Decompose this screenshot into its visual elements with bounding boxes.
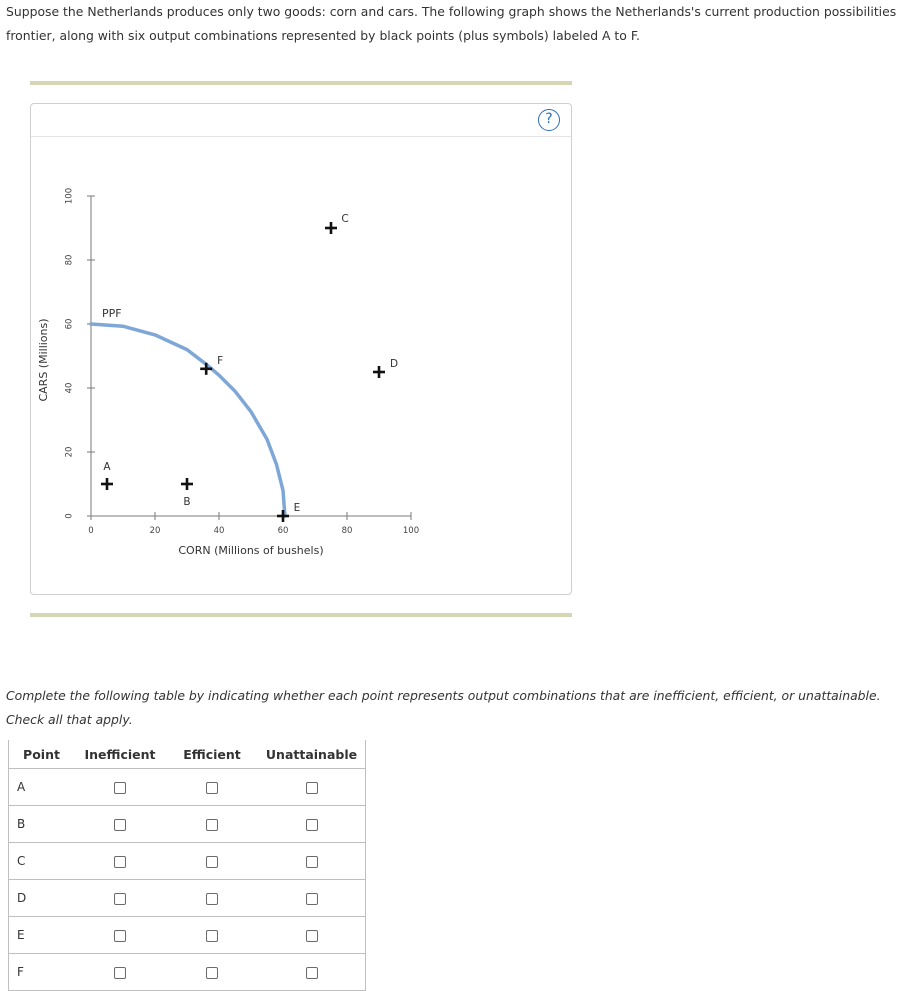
y-tick-label: 40	[64, 382, 75, 394]
point-a-label: A	[103, 461, 111, 473]
inefficient-checkbox[interactable]	[114, 893, 126, 905]
unattainable-checkbox[interactable]	[306, 819, 318, 831]
inefficient-cell	[74, 954, 166, 991]
efficient-cell	[166, 843, 258, 880]
x-tick-label: 100	[402, 526, 420, 536]
unattainable-cell	[258, 806, 366, 843]
ppf-chart	[31, 104, 571, 594]
x-tick-label: 60	[277, 526, 289, 536]
classification-table	[8, 740, 366, 991]
x-tick-label: 0	[88, 526, 94, 536]
y-tick-label: 80	[64, 254, 75, 266]
point-d-label: D	[389, 358, 399, 370]
point-label: D	[9, 880, 75, 917]
inefficient-checkbox[interactable]	[114, 930, 126, 942]
efficient-checkbox[interactable]	[206, 967, 218, 979]
inefficient-cell	[74, 769, 166, 806]
y-axis-title: CARS (Millions)	[37, 318, 50, 402]
y-tick-label: 0	[64, 513, 75, 519]
unattainable-checkbox[interactable]	[306, 856, 318, 868]
unattainable-cell	[258, 917, 366, 954]
unattainable-cell	[258, 954, 366, 991]
efficient-cell	[166, 806, 258, 843]
inefficient-checkbox[interactable]	[114, 856, 126, 868]
y-tick-label: 100	[64, 187, 75, 205]
efficient-checkbox[interactable]	[206, 819, 218, 831]
efficient-checkbox[interactable]	[206, 782, 218, 794]
efficient-cell	[166, 917, 258, 954]
inefficient-checkbox[interactable]	[114, 819, 126, 831]
efficient-checkbox[interactable]	[206, 893, 218, 905]
inefficient-checkbox[interactable]	[114, 782, 126, 794]
divider-bottom	[30, 613, 572, 617]
x-tick-label: 20	[149, 526, 161, 536]
point-label: F	[9, 954, 75, 991]
inefficient-cell	[74, 917, 166, 954]
help-icon[interactable]: ?	[538, 109, 560, 131]
efficient-checkbox[interactable]	[206, 930, 218, 942]
unattainable-checkbox[interactable]	[306, 967, 318, 979]
point-b-label: B	[183, 496, 191, 508]
point-label: A	[9, 769, 75, 806]
table-instructions: Complete the following table by indicating whether each point represents output combinations that are inefficient, efficient, or unattainable. Check all that apply.	[6, 688, 881, 727]
y-tick-label: 60	[64, 318, 75, 330]
graph-panel	[30, 103, 572, 595]
inefficient-checkbox[interactable]	[114, 967, 126, 979]
efficient-cell	[166, 769, 258, 806]
unattainable-cell	[258, 880, 366, 917]
table-row	[9, 880, 366, 917]
header-efficient: Efficient	[166, 740, 258, 769]
efficient-cell	[166, 954, 258, 991]
table-row	[9, 769, 366, 806]
unattainable-checkbox[interactable]	[306, 930, 318, 942]
header-unattainable: Unattainable	[258, 740, 366, 769]
table-row	[9, 806, 366, 843]
efficient-cell	[166, 880, 258, 917]
table-row	[9, 917, 366, 954]
inefficient-cell	[74, 880, 166, 917]
unattainable-checkbox[interactable]	[306, 893, 318, 905]
ppf-label: PPF	[102, 307, 122, 320]
point-label: B	[9, 806, 75, 843]
y-tick-label: 20	[64, 446, 75, 458]
header-inefficient: Inefficient	[74, 740, 166, 769]
x-tick-label: 80	[341, 526, 353, 536]
unattainable-cell	[258, 843, 366, 880]
point-c-label: C	[341, 213, 349, 225]
point-f-label: F	[217, 354, 224, 367]
point-label: C	[9, 843, 75, 880]
point-label: E	[9, 917, 75, 954]
efficient-checkbox[interactable]	[206, 856, 218, 868]
inefficient-cell	[74, 806, 166, 843]
divider-top	[30, 81, 572, 85]
unattainable-cell	[258, 769, 366, 806]
x-tick-label: 40	[213, 526, 225, 536]
x-axis-title: CORN (Millions of bushels)	[178, 544, 324, 557]
table-header-row	[9, 740, 366, 769]
unattainable-checkbox[interactable]	[306, 782, 318, 794]
point-e-label: E	[293, 502, 301, 514]
question-intro: Suppose the Netherlands produces only two goods: corn and cars. The following graph shows the Netherlands's current production possibilities frontier, along with six output combinations represented by black points (plus symbols) labeled A to F.	[6, 4, 897, 43]
table-row	[9, 954, 366, 991]
table-row	[9, 843, 366, 880]
inefficient-cell	[74, 843, 166, 880]
header-point: Point	[9, 740, 75, 769]
